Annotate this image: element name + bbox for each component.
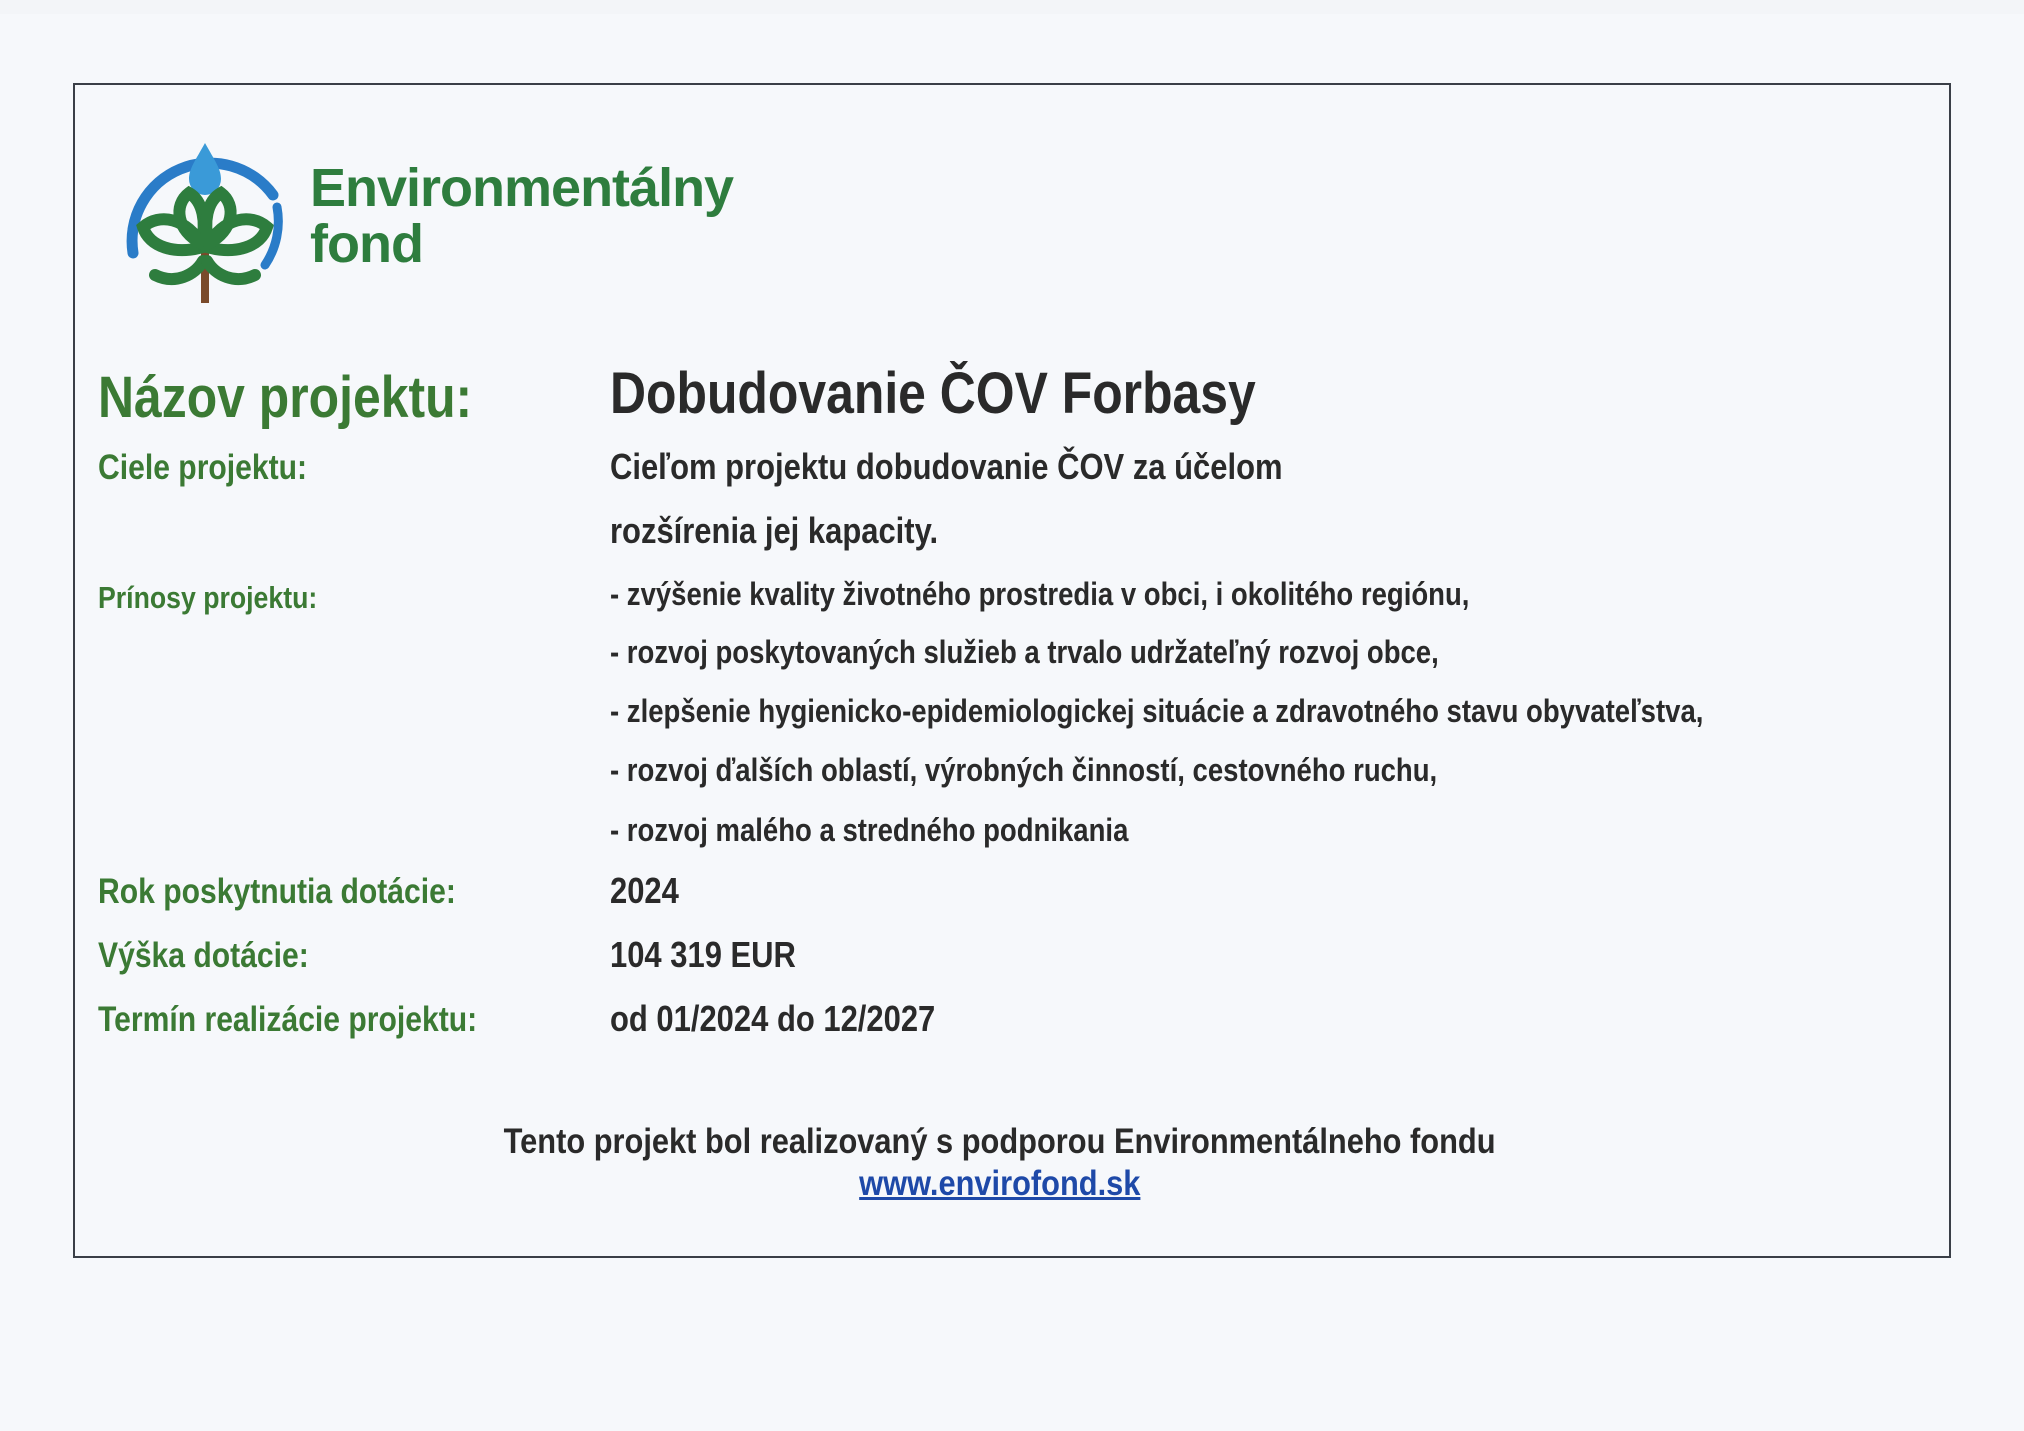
- benefit-item: - rozvoj malého a stredného podnikania: [610, 812, 1129, 848]
- project-goals-label: Ciele projektu:: [98, 448, 308, 487]
- environmentalny-fond-logo-icon: [115, 135, 295, 307]
- project-goals-line2: rozšírenia jej kapacity.: [610, 510, 939, 551]
- grant-year-value: 2024: [610, 870, 679, 911]
- benefit-item: - rozvoj poskytovaných služieb a trvalo udržateľný rozvoj obce,: [610, 634, 1439, 670]
- envirofond-link[interactable]: www.envirofond.sk: [859, 1164, 1141, 1203]
- footer-link-row: [0, 1164, 2000, 1204]
- project-name-value: Dobudovanie ČOV Forbasy: [610, 361, 1256, 426]
- project-term-label: Termín realizácie projektu:: [98, 1000, 478, 1039]
- project-name-label: Názov projektu:: [98, 365, 473, 430]
- project-goals-line1: Cieľom projektu dobudovanie ČOV za účelom: [610, 446, 1283, 487]
- footer-support-text-row: [0, 1122, 2000, 1162]
- benefit-item: - rozvoj ďalších oblastí, výrobných činností, cestovného ruchu,: [610, 752, 1438, 788]
- grant-amount-label: Výška dotácie:: [98, 936, 309, 975]
- footer-support-text: Tento projekt bol realizovaný s podporou Environmentálneho fondu: [504, 1122, 1496, 1161]
- logo-wordmark: [310, 160, 733, 272]
- logo-line2: fond: [310, 214, 423, 274]
- benefit-item: - zlepšenie hygienicko-epidemiologickej situácie a zdravotného stavu obyvateľstva,: [610, 693, 1704, 729]
- logo-line1: Environmentálny: [310, 158, 734, 218]
- benefit-item: - zvýšenie kvality životného prostredia v obci, i okolitého regiónu,: [610, 576, 1470, 612]
- grant-amount-value: 104 319 EUR: [610, 934, 796, 975]
- project-benefits-label: Prínosy projektu:: [98, 580, 318, 615]
- grant-year-label: Rok poskytnutia dotácie:: [98, 872, 456, 911]
- project-term-value: od 01/2024 do 12/2027: [610, 998, 936, 1039]
